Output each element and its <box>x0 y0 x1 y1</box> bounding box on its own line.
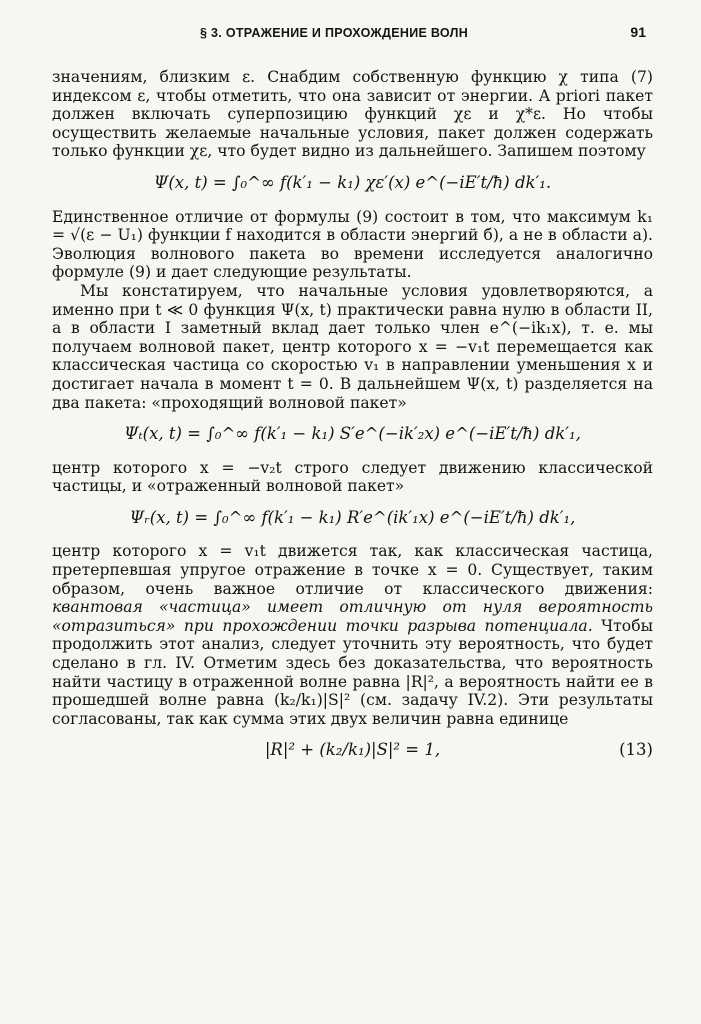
formula-psi-packet: Ψ(x, t) = ∫₀^∞ f(k′₁ − k₁) χε′(x) e^(−iE′t/ħ) dk′₁. <box>153 172 552 192</box>
paragraph-4: центр которого x = −v₂t строго следует движению классической частицы, и «отраженный волновой пакет» <box>52 458 653 496</box>
running-title: § 3. ОТРАЖЕНИЕ И ПРОХОЖДЕНИЕ ВОЛН <box>200 26 469 40</box>
equation-number: (13) <box>619 740 653 760</box>
paragraph-2: Единственное отличие от формулы (9) состоит в том, что максимум k₁ = √(ε − U₁) функции f находится в области энергий б), а не в области а). Эволюция волнового пакета во времени исследуется аналогично формуле (9) и дает следующие результаты. <box>52 207 653 282</box>
formula-reflected-packet: Ψᵣ(x, t) = ∫₀^∞ f(k′₁ − k₁) R′e^(ik′₁x) e^(−iE′t/ħ) dk′₁, <box>129 507 576 527</box>
paragraph-5-emphasis: квантовая «частица» имеет отличную от нуля вероятность «отразиться» при прохождении точки разрыва потенциала. <box>52 598 653 635</box>
paragraph-3: Мы констатируем, что начальные условия удовлетворяются, а именно при t ≪ 0 функция Ψ(x, t) практически равна нулю в области II, а в области I заметный вклад дает только член e^(−ik₁x), т. е. мы получаем волновой пакет, центр которого x = −v₁t перемещается как классическая частица со скоростью v₁ в направлении уменьшения x и достигает начала в момент t = 0. В дальнейшем Ψ(x, t) разделяется на два пакета: «проходящий волновой пакет» <box>52 281 653 412</box>
page-body <box>52 68 653 775</box>
paragraph-1: значениям, близким ε. Снабдим собственную функцию χ типа (7) индексом ε, чтобы отметить, что она зависит от энергии. A priori пакет должен включать суперпозицию функций χε и χ*ε. Но чтобы осуществить желаемые начальные условия, пакет должен содержать только функции χε, что будет видно из дальнейшего. Запишем поэтому <box>52 68 653 161</box>
paragraph-5-text-a: центр которого x = v₁t движется так, как классическая частица, претерпевшая упругое отражение в точке x = 0. Существует, таким образом, очень важное отличие от классического движения: <box>52 542 653 598</box>
paragraph-5 <box>52 542 653 728</box>
formula-13-body: |R|² + (k₂/k₁)|S|² = 1, <box>264 740 441 760</box>
page-number: 91 <box>630 24 646 40</box>
running-header <box>52 26 646 46</box>
formula-13 <box>52 741 653 760</box>
paragraph-5-text-b: Чтобы продолжить этот анализ, следует уточнить эту вероятность, что будет сделано в гл. IV. Отметим здесь без доказательства, что вероятность найти частицу в отраженной волне равна |R|², а вероятность найти ее в прошедшей волне равна (k₂/k₁)|S|² (см. задачу IV.2). Эти результаты согласованы, так как сумма этих двух величин равна единице <box>52 616 653 728</box>
formula-transmitted-packet: Ψₜ(x, t) = ∫₀^∞ f(k′₁ − k₁) S′e^(−ik′₂x) e^(−iE′t/ħ) dk′₁, <box>124 424 581 444</box>
